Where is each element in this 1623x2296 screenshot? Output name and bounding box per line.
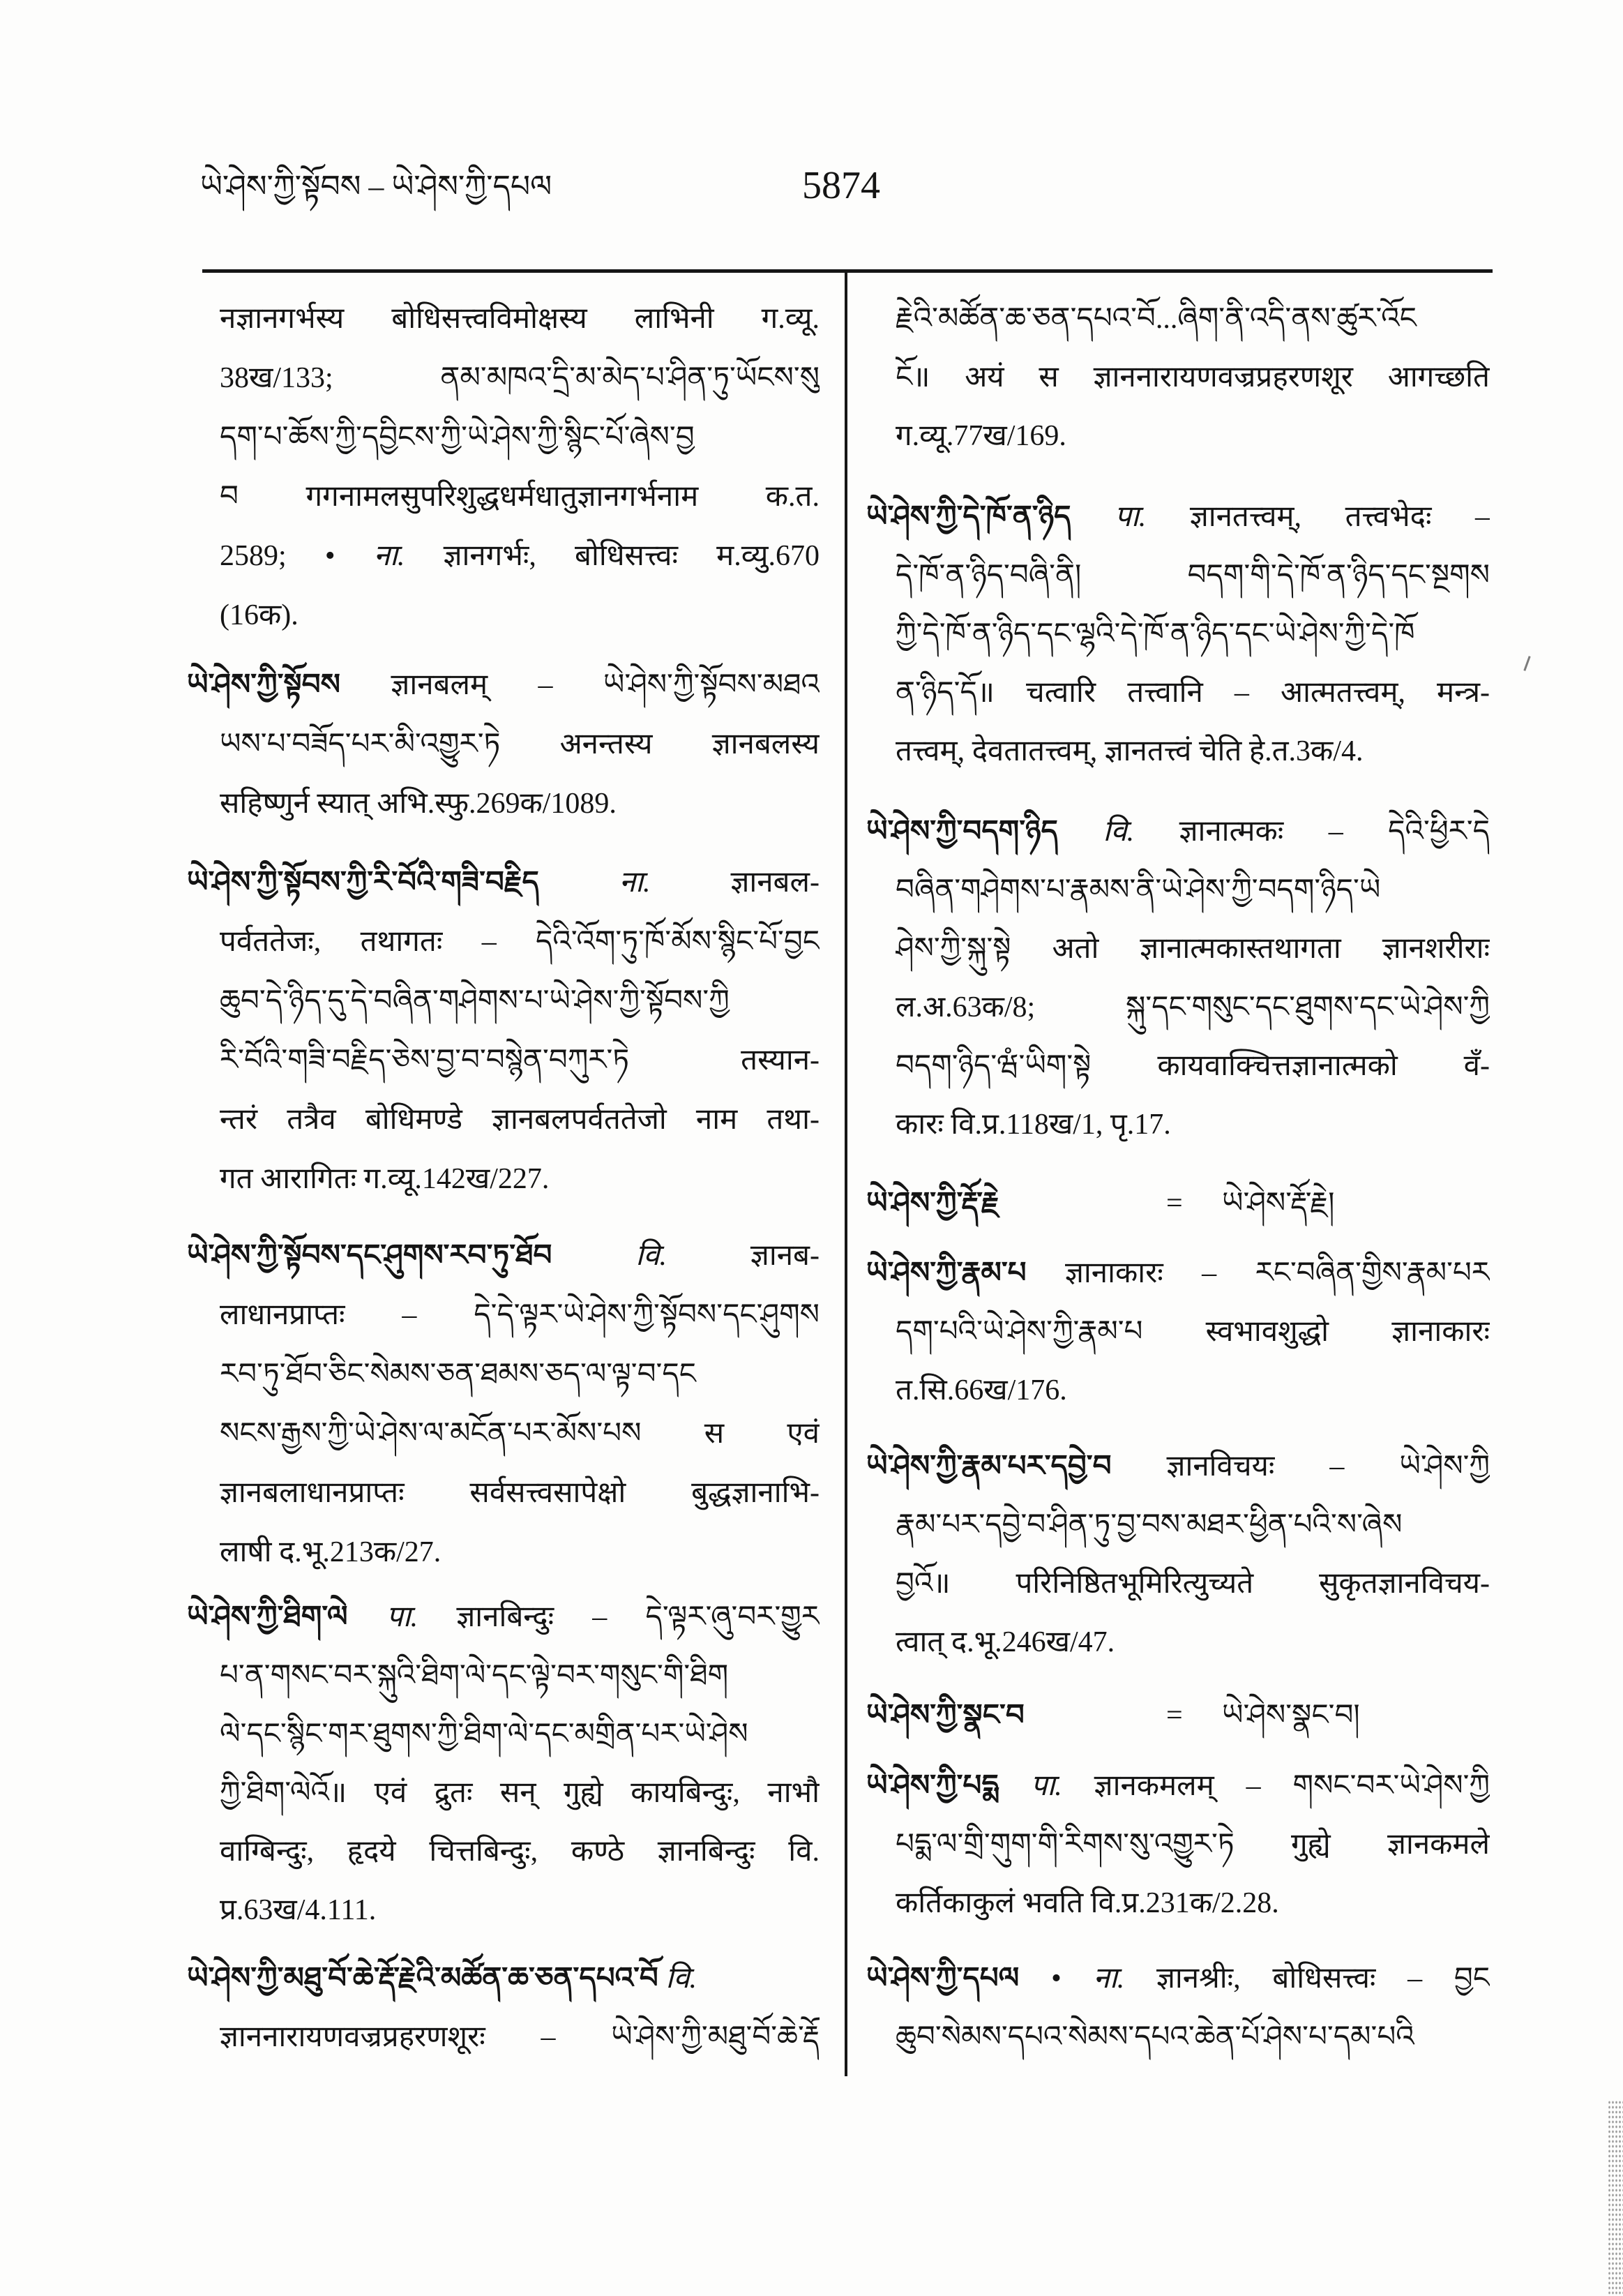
entry-first-line xyxy=(866,1949,1490,2008)
headword: ཡེ་ཤེས་ཀྱི་རྣམ་པར་དབྱེ་བ xyxy=(866,1450,1112,1483)
scan-edge-noise xyxy=(1608,2100,1623,2296)
entry-line: བ गगनामलसुपरिशुद्धधर्मधातुज्ञानगर्भनाम क.त. xyxy=(220,481,820,513)
entry-line: वाग्बिन्दुः, हृदये चित्तबिन्दुः, कण्ठे ज्ञानबिन्दुः वि. xyxy=(220,1836,820,1868)
headword: ཡེ་ཤེས་ཀྱི་དཔལ xyxy=(866,1963,1020,1995)
entry-line: ग.व्यू.77ख/169. xyxy=(896,420,1066,452)
entry-first-line xyxy=(866,1437,1490,1496)
equals-sign: = xyxy=(1166,1700,1183,1732)
column-divider xyxy=(845,271,847,2076)
headword: ཡེ་ཤེས་ཀྱི་སྟོབས་ཀྱི་རི་བོའི་གཟི་བརྗིད xyxy=(187,866,539,899)
entry-line: རྗེའི་མཚོན་ཆ་ཅན་དཔའ་བོ...ཞིག་ནི་འདི་ནས་ཚུར་འོང xyxy=(896,303,1417,335)
headword: ཡེ་ཤེས་ཀྱི་སྣང་བ xyxy=(866,1700,1025,1732)
grammar-tag: वि. xyxy=(665,1963,697,1995)
cross-reference-entry xyxy=(866,1686,1490,1745)
entry-line: तत्त्वम्, देवतातत्त्वम्, ज्ञानतत्त्वं चेति हे.त.3क/4. xyxy=(896,735,1364,767)
grammar-tag: पा. xyxy=(386,1601,418,1633)
grammar-tag: वि. xyxy=(635,1240,667,1272)
entry-line: ངོ॥ अयं स ज्ञाननारायणवज्रप्रहरणशूर आगच्छति xyxy=(896,361,1490,393)
entry-line: པ་ན་གསང་བར་སྐུའི་ཐིག་ལེ་དང་ལྟེ་བར་གསུང་གི་ཐིག xyxy=(220,1660,729,1692)
entry-first-line xyxy=(187,1588,820,1646)
entry-line: प्र.63ख/4.111. xyxy=(220,1894,377,1926)
entry-line: ལེ་དང་སྙིང་གར་ཐུགས་ཀྱི་ཐིག་ལེ་དང་མགྲིན་པར་ཡེ་ཤེས xyxy=(220,1718,748,1750)
cross-reference-entry xyxy=(866,1174,1490,1233)
entry-first-line xyxy=(187,1949,820,2008)
headword: ཡེ་ཤེས་ཀྱི་རྣམ་པ xyxy=(866,1257,1027,1289)
grammar-tag: ना. xyxy=(1093,1963,1125,1995)
running-head: ཡེ་ཤེས་ཀྱི་སྟོབས – ཡེ་ཤེས་ཀྱི་དཔལ xyxy=(200,170,552,204)
entry-first-line xyxy=(187,1226,820,1285)
entry-line: རྣམ་པར་དབྱེ་བ་ཤིན་ཏུ་བྱ་བས་མཐར་ཕྱིན་པའི་ས་ཞེས xyxy=(896,1509,1403,1541)
entry-gloss: ज्ञानबल- xyxy=(730,866,820,899)
entry-line: ज्ञानबलाधानप्राप्तः सर्वसत्त्वसापेक्षो बुद्धज्ञानाभि- xyxy=(220,1477,820,1509)
entry-line: कारः वि.प्र.118ख/1, पृ.17. xyxy=(896,1109,1171,1141)
entry-line: लाधानप्राप्तः – དེ་དེ་ལྟར་ཡེ་ཤེས་ཀྱི་སྟོབས་དང་ཤུགས xyxy=(220,1299,820,1331)
entry-line: བདག་ཉིད་ཝཾ་ཡིག་སྟེ कायवाक्चित्तज्ञानात्मको वँ- xyxy=(896,1050,1490,1082)
grammar-tag: ना. xyxy=(373,540,405,572)
cross-reference-target: ཡེ་ཤེས་སྣང་བ། xyxy=(1222,1700,1360,1732)
scan-speck xyxy=(1523,656,1530,671)
entry-line: པདྨ་ལ་གྲི་གུག་གི་རིགས་སུ་འགྱུར་ཏེ गुह्ये ज्ञानकमले xyxy=(896,1829,1490,1861)
headword: ཡེ་ཤེས་ཀྱི་མཐུ་བོ་ཆེ་རྡོ་རྗེའི་མཚོན་ཆ་ཅན་དཔའ་བོ xyxy=(187,1963,658,1995)
bullet: • xyxy=(1051,1963,1062,1995)
entry-line: དེ་ཁོ་ན་ཉིད་བཞི་ནི། བདག་གི་དེ་ཁོ་ན་ཉིད་དང་སྔགས xyxy=(896,560,1490,592)
entry-gloss: ज्ञानश्रीः, बोधिसत्त्वः – བྱང xyxy=(1156,1963,1490,1995)
entry-line: རི་བོའི་གཟི་བརྗིད་ཅེས་བྱ་བ་བསྙེན་བཀུར་ཏེ तस्यान- xyxy=(220,1044,820,1076)
entry-first-line xyxy=(866,802,1490,861)
entry-line: ज्ञाननारायणवज्रप्रहरणशूरः – ཡེ་ཤེས་ཀྱི་མཐུ་བོ་ཆེ་རྡོ xyxy=(220,2021,820,2053)
entry-line: सहिष्णुर्न स्यात् अभि.स्फु.269क/1089. xyxy=(220,788,617,820)
entry-line: ཆུབ་སེམས་དཔའ་སེམས་དཔའ་ཆེན་པོ་ཤེས་པ་དམ་པའི xyxy=(896,2021,1414,2053)
page-number: 5874 xyxy=(802,164,880,207)
entry-line: བཞིན་གཤེགས་པ་རྣམས་ནི་ཡེ་ཤེས་ཀྱི་བདག་ཉིད་ཡེ xyxy=(896,874,1381,906)
headword: ཡེ་ཤེས་ཀྱི་བདག་ཉིད xyxy=(866,816,1058,848)
entry-line: ན་ཉིད་དོ॥ चत्वारि तत्त्वानि – आत्मतत्त्वम्, मन्त्र- xyxy=(896,677,1490,709)
entry-line: पर्वततेजः, तथागतः – དེའི་འོག་ཏུ་ཁོ་མོས་སྙིང་པོ་བྱང xyxy=(220,926,820,958)
entry-gloss: ज्ञानगर्भः, बोधिसत्त्वः म.व्यु.670 xyxy=(443,540,820,572)
entry-line: བྱའོ॥ परिनिष्ठितभूमिरित्युच्यते सुकृतज्ञानविचय- xyxy=(896,1568,1490,1600)
entry-first-line xyxy=(187,853,820,912)
entry-line: नज्ञानगर्भस्य बोधिसत्त्वविमोक्षस्य लाभिनी ग.व्यू. xyxy=(220,303,820,335)
entry-line: ཆུབ་དེ་ཉིད་དུ་དེ་བཞིན་གཤེགས་པ་ཡེ་ཤེས་ཀྱི་སྟོབས་ཀྱི xyxy=(220,985,730,1017)
entry-line: ཡས་པ་བཟོད་པར་མི་འགྱུར་ཏེ अनन्तस्य ज्ञानबलस्य xyxy=(220,728,820,760)
grammar-tag: पा. xyxy=(1030,1770,1062,1802)
headword: ཡེ་ཤེས་ཀྱི་པདྨ xyxy=(866,1770,999,1802)
bullet: • xyxy=(324,540,335,572)
grammar-tag: पा. xyxy=(1115,501,1147,533)
entry-gloss: ज्ञानाकारः – རང་བཞིན་གྱིས་རྣམ་པར xyxy=(1064,1257,1490,1289)
entry-line: ल.अ.63क/8; སྐུ་དང་གསུང་དང་ཐུགས་དང་ཡེ་ཤེས་ཀྱི xyxy=(896,991,1490,1023)
entry-first-line xyxy=(187,656,820,714)
entry-line: लाषी द.भू.213क/27. xyxy=(220,1536,441,1568)
entry-line: न्तरं तत्रैव बोधिमण्डे ज्ञानबलपर्वततेजो नाम तथा- xyxy=(220,1104,820,1136)
entry-line: ཤེས་ཀྱི་སྐུ་སྟེ अतो ज्ञानात्मकास्तथागता ज्ञानशरीराः xyxy=(896,933,1490,965)
grammar-tag: ना. xyxy=(619,866,651,899)
entry-first-line xyxy=(866,1244,1490,1303)
entry-line: त.सि.66ख/176. xyxy=(896,1374,1067,1406)
entry-gloss: ज्ञानकमलम् – གསང་བར་ཡེ་ཤེས་ཀྱི xyxy=(1094,1770,1490,1802)
entry-gloss: ज्ञानविचयः – ཡེ་ཤེས་ཀྱི xyxy=(1166,1450,1490,1483)
entry-line xyxy=(220,527,820,585)
headword: ཡེ་ཤེས་ཀྱི་སྟོབས xyxy=(187,669,340,701)
header-rule xyxy=(202,269,1493,273)
entry-line: དག་པའི་ཡེ་ཤེས་ཀྱི་རྣམ་པ स्वभावशुद्धो ज्ञानाकारः xyxy=(896,1316,1490,1348)
entry-line: སངས་རྒྱས་ཀྱི་ཡེ་ཤེས་ལ་མངོན་པར་མོས་པས स एवं xyxy=(220,1418,820,1450)
equals-sign: = xyxy=(1166,1187,1183,1220)
headword: ཡེ་ཤེས་ཀྱི་རྡོ་རྗེ xyxy=(866,1187,999,1220)
entry-first-line xyxy=(866,1757,1490,1815)
entry-line: त्वात् द.भू.246ख/47. xyxy=(896,1626,1115,1658)
entry-first-line xyxy=(866,488,1490,546)
headword: ཡེ་ཤེས་ཀྱི་ཐིག་ལེ xyxy=(187,1601,348,1633)
entry-line: རབ་ཏུ་ཐོབ་ཅིང་སེམས་ཅན་ཐམས་ཅད་ལ་ལྟ་བ་དང xyxy=(220,1358,696,1390)
entry-line: ཀྱི་ཐིག་ལེའོ॥ एवं द्रुतः सन् गुह्ये कायबिन्दुः, नाभौ xyxy=(220,1777,820,1809)
entry-gloss: ज्ञानबलम् – ཡེ་ཤེས་ཀྱི་སྟོབས་མཐའ xyxy=(391,669,820,701)
entry-line: (16क). xyxy=(220,599,299,631)
cross-reference-target: ཡེ་ཤེས་རྡོ་རྗེ། xyxy=(1222,1187,1335,1220)
citation-ref: 2589; xyxy=(220,540,287,572)
entry-gloss: ज्ञानात्मकः – དེའི་ཕྱིར་དེ xyxy=(1179,816,1490,848)
headword: ཡེ་ཤེས་ཀྱི་དེ་ཁོ་ན་ཉིད xyxy=(866,501,1071,533)
entry-line: 38ख/133; ནམ་མཁའ་དྲི་མ་མེད་པ་ཤིན་ཏུ་ཡོངས་སུ xyxy=(220,362,820,394)
grammar-tag: वि. xyxy=(1103,816,1135,848)
entry-gloss: ज्ञानबिन्दुः – དེ་ལྟར་ཞུ་བར་གྱུར xyxy=(456,1601,820,1633)
entry-line: कर्तिकाकुलं भवति वि.प्र.231क/2.28. xyxy=(896,1887,1279,1919)
entry-line: ཀྱི་དེ་ཁོ་ན་ཉིད་དང་ལྷའི་དེ་ཁོ་ན་ཉིད་དང་ཡེ་ཤེས་ཀྱི་དེ་ཁོ xyxy=(896,618,1415,650)
headword: ཡེ་ཤེས་ཀྱི་སྟོབས་དང་ཤུགས་རབ་ཏུ་ཐོབ xyxy=(187,1240,552,1272)
entry-line: དག་པ་ཆོས་ཀྱི་དབྱིངས་ཀྱི་ཡེ་ཤེས་ཀྱི་སྙིང་པོ་ཞེས་བྱ xyxy=(220,421,695,453)
entry-line: गत आरागितः ग.व्यू.142ख/227. xyxy=(220,1163,550,1195)
entry-gloss: ज्ञानतत्त्वम्, तत्त्वभेदः – xyxy=(1189,501,1490,533)
entry-gloss: ज्ञानब- xyxy=(750,1240,820,1272)
